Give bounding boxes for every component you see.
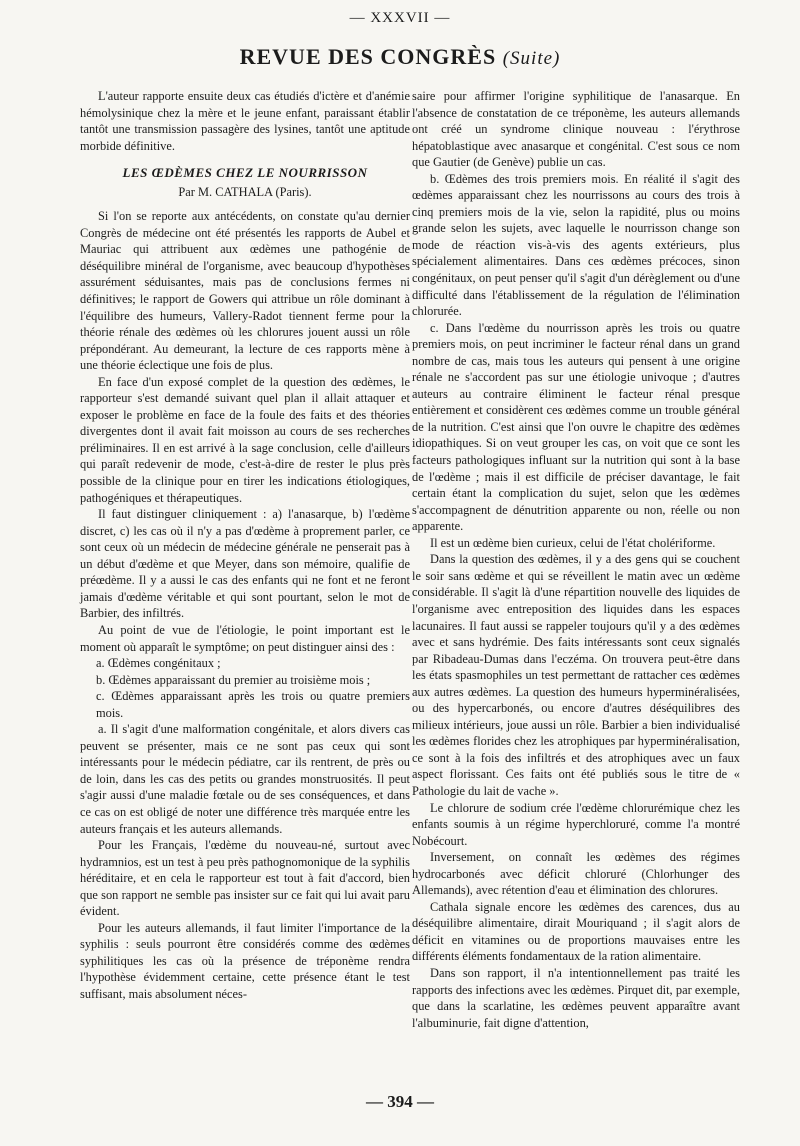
paragraph: Inversement, on connaît les œdèmes des régimes hydrocarbonés avec déficit chloruré (Chlorhunger des Allemands), avec rétention d'eau et élimination des chlorures.: [412, 850, 740, 898]
page-title: [0, 44, 800, 70]
paragraph: Dans la question des œdèmes, il y a des gens qui se couchent le soir sans œdème et qui se réveillent le matin avec un œdème considérable. Il s'agit là d'une répartition nouvelle des liquides de l'organisme avec entreposition des liquides dans les espaces lacunaires. Il faut aussi se rappeler toujours qu'il y a des œdèmes avec et sans hydrémie. Des faits intéressants sont ceux signalés par Ribadeau-Dumas dans l'eczéma. On trouvera peut-être dans les états spasmophiles un test permettant de rattacher ces œdèmes aux autres œdèmes. La question des humeurs hyperminéralisées, ou des hypercarbonés, ou encore d'autres déséquilibres des milieux intérieurs, joue aussi un rôle. Barbier a bien individualisé les œdèmes florides chez les atrophiques par hyperminéralisation, ce sont à la fois des infiltrés et des atrophiques avec un faux aspect florissant. Ces faits ont été publiés sous le titre de « Pathologie du lait de vache ».: [412, 552, 740, 798]
paragraph: Cathala signale encore les œdèmes des carences, dus au déséquilibre alimentaire, dirait Mouriquand ; il s'agit alors de déficit en vitamines ou de proportions mauvaises entre les différents éléments fondamentaux de la ration alimentaire.: [412, 899, 740, 964]
paragraph: b. Œdèmes des trois premiers mois. En réalité il s'agit des œdèmes apparaissant chez les nourrissons au cours des trois à cinq premiers mois de la vie, selon la rapidité, plus ou moins grande selon les sujets, avec laquelle le nourrisson change son mode de réaction vis-à-vis des agents extérieurs, plus spécialement alimentaires. Dans ces œdèmes précoces, sinon congénitaux, on peut penser qu'il s'agit d'un dérèglement ou d'une difficulté dans l'établissement de la régulation de l'élimination chlorurée.: [412, 171, 740, 319]
page-number: — 394 —: [366, 1092, 434, 1111]
paragraph: En face d'un exposé complet de la question des œdèmes, le rapporteur s'est demandé suivant quel plan il allait attaquer et exposer le problème en face de la foule des faits et des théories divergentes dont il avait fait moisson au cours de ses recherches préliminaires. Il en est arrivé à la sage conclusion, celle d'ailleurs qui paraît redevenir de mode, c'est-à-dire de rester le plus près possible de la clinique pour en tirer les indications étiologiques, pathogéniques et thérapeutiques.: [80, 374, 410, 505]
paragraph: Dans son rapport, il n'a intentionnellement pas traité les rapports des infections avec les œdèmes. Pirquet dit, par exemple, que dans la scarlatine, les œdèmes peuvent apparaître avant l'albuminurie, fait digne d'attention,: [412, 965, 740, 1030]
right-column: [412, 88, 740, 1031]
left-column: [80, 88, 410, 1003]
paragraph: L'auteur rapporte ensuite deux cas étudiés d'ictère et d'anémie hémolysinique chez la mère et le jeune enfant, paraissant établir tantôt une transmission passagère des lysines, tantôt une aptitude morbide définitive.: [80, 89, 410, 153]
title-suffix: (Suite): [502, 48, 561, 69]
section-title: LES ŒDÈMES CHEZ LE NOURRISSON: [122, 165, 368, 181]
title-main: REVUE DES CONGRÈS: [239, 44, 497, 69]
paragraph: Il faut distinguer cliniquement : a) l'anasarque, b) l'œdème discret, c) les cas où il n'y a pas d'œdème à proprement parler, ce sont ceux où un médecin de médecine générale ne penserait pas à un début d'œdème et que Meyer, dans son mémoire, qualifie de préœdème. Il y a aussi le cas des enfants qui ne font et ne feront jamais d'œdème véritable et qui sont pourtant, selon le mot de Barbier, des infiltrés.: [80, 507, 410, 621]
byline: Par M. CATHALA (Paris).: [178, 184, 312, 199]
paragraph: a. Il s'agit d'une malformation congénitale, et alors divers cas peuvent se présenter, mais ce ne sont pas ceux qui sont intéressants pour le médecin pédiatre, car ils rentrent, de près ou de loin, dans les cas des petits ou grandes monstruosités. Il peut s'agir aussi d'une maladie fœtale ou de ses conséquences, et dans ce cas on est obligé de noter une différence très marquée entre les auteurs français et les auteurs allemands.: [80, 722, 410, 836]
paragraph: saire pour affirmer l'origine syphilitique de l'anasarque. En l'absence de constatation de ce tréponème, les auteurs allemands ont créé un syndrome clinique nouveau : l'érythrose hépatoblastique avec anasarque et congénital. C'est sous ce nom que Gautier (de Genève) publie un cas.: [412, 89, 740, 170]
paragraph: Le chlorure de sodium crée l'œdème chlorurémique chez les enfants soumis à un régime hyperchloruré, comme l'a montré Nobécourt.: [412, 800, 740, 848]
list-item: b. Œdèmes apparaissant du premier au troisième mois ;: [96, 672, 371, 687]
list-item: a. Œdèmes congénitaux ;: [96, 656, 221, 671]
paragraph: Il est un œdème bien curieux, celui de l'état cholériforme.: [430, 535, 716, 550]
paragraph: c. Dans l'œdème du nourrisson après les trois ou quatre premiers mois, on peut incriminer le facteur rénal dans un grand nombre de cas, mais tous les auteurs qui pensent à une origine rénale ne s'accordent pas sur une étiologie univoque ; d'autres auteurs au contraire éliminent le facteur rénal presque entièrement et considèrent ces œdèmes comme un trouble général de la nutrition. C'est ainsi que l'on ouvre le chapitre des œdèmes idiopathiques. Si on veut grouper les cas, on voit que ce sont les facteurs pathologiques influant sur la nutrition qui sont à la base de l'œdème ; mais il est difficile de préciser davantage, le fait certain étant la complication du sujet, selon que les œdèmes s'accompagnent de dénutrition apparente ou non, réelle ou non apparente.: [412, 320, 740, 534]
paragraph: Si l'on se reporte aux antécédents, on constate qu'au dernier Congrès de médecine ont été présentés les rapports de Aubel et Mauriac qui attribuent aux œdèmes une pathogénie de déséquilibre minéral de l'organisme, avec beaucoup d'hypothèses assurément séduisantes, mais pas de conclusions fermes ni définitives; le rapport de Gowers qui attribue un rôle dominant à l'équilibre des humeurs, Vallery-Radot tiennent ferme pour la théorie rénale des œdèmes où les chlorures jouent aussi un rôle prépondérant. Au demeurant, la lecture de ces rapports mène à une théorie éclectique une fois de plus.: [80, 209, 410, 373]
running-head: — XXXVII —: [349, 10, 451, 26]
paragraph: Au point de vue de l'étiologie, le point important est le moment où apparaît le symptôme; on peut distinguer ainsi des :: [80, 622, 410, 654]
list-item: c. Œdèmes apparaissant après les trois ou quatre premiers mois.: [96, 689, 410, 720]
paragraph: Pour les auteurs allemands, il faut limiter l'importance de la syphilis : seuls pourront être considérés comme des œdèmes syphilitiques les cas où la présence de tréponème rendra l'hypothèse évidemment certaine, cette présence étant le test suffisant, mais absolument néces-: [80, 920, 410, 1001]
paragraph: Pour les Français, l'œdème du nouveau-né, surtout avec hydramnios, est un test à peu près pathognomonique de la syphilis héréditaire, et en cela le rapporteur est tout à fait d'accord, bien que son rapport ne semble pas insister sur ce fait qui lui avait paru évident.: [80, 838, 410, 919]
